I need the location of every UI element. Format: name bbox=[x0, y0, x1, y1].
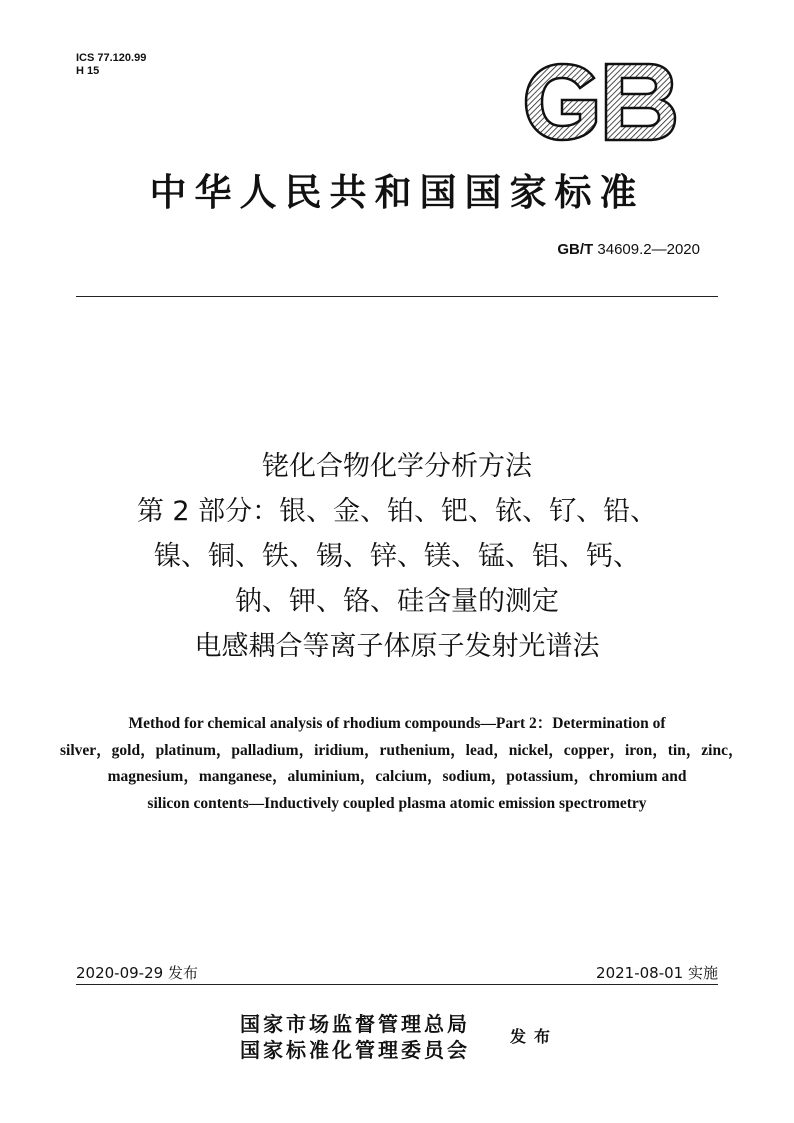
national-standard-title: 中华人民共和国国家标准 bbox=[149, 170, 645, 214]
chinese-title-line: 钠、钾、铬、硅含量的测定 bbox=[235, 586, 559, 617]
footer-divider bbox=[76, 984, 718, 985]
issuer-name: 国家标准化管理委员会 bbox=[240, 1038, 470, 1062]
standard-code: 34609.2—2020 bbox=[597, 241, 700, 258]
issue-date: 2020-09-29 发布 bbox=[76, 964, 198, 982]
english-title-line: magnesium，manganese，aluminium，calcium，sodium，potassium，chromium and bbox=[107, 768, 687, 785]
logo-letter-b bbox=[606, 64, 675, 140]
issuing-authorities bbox=[240, 1011, 470, 1063]
chinese-title-line: 镍、铜、铁、锡、锌、镁、锰、铝、钙、 bbox=[154, 541, 640, 572]
issuer-name: 国家市场监督管理总局 bbox=[240, 1012, 470, 1036]
english-title-line: silicon contents—Inductively coupled plasma atomic emission spectrometry bbox=[147, 794, 647, 812]
classification-codes bbox=[76, 52, 146, 78]
chinese-title bbox=[60, 444, 734, 669]
ccs-code: H 15 bbox=[76, 65, 100, 77]
english-title-line: silver，gold，platinum，palladium，iridium，ruthenium，lead，nickel，copper，iron，tin，zinc， bbox=[60, 741, 744, 759]
ics-code: ICS 77.120.99 bbox=[76, 52, 147, 64]
english-title bbox=[60, 711, 744, 817]
effective-date: 2021-08-01 实施 bbox=[596, 964, 718, 982]
english-title-line: Method for chemical analysis of rhodium compounds—Part 2：Determination of bbox=[128, 715, 666, 732]
chinese-title-line: 铑化合物化学分析方法 bbox=[262, 451, 532, 482]
chinese-title-line: 第 2 部分：银、金、铂、钯、铱、钌、铅、 bbox=[136, 496, 658, 527]
standard-number bbox=[557, 241, 700, 258]
header-divider bbox=[76, 296, 718, 297]
gb-logo bbox=[522, 60, 678, 144]
logo-letter-g bbox=[526, 64, 596, 140]
standard-prefix: GB/T bbox=[557, 241, 594, 258]
publish-label: 发布 bbox=[510, 1027, 559, 1046]
chinese-title-line: 电感耦合等离子体原子发射光谱法 bbox=[194, 631, 600, 662]
